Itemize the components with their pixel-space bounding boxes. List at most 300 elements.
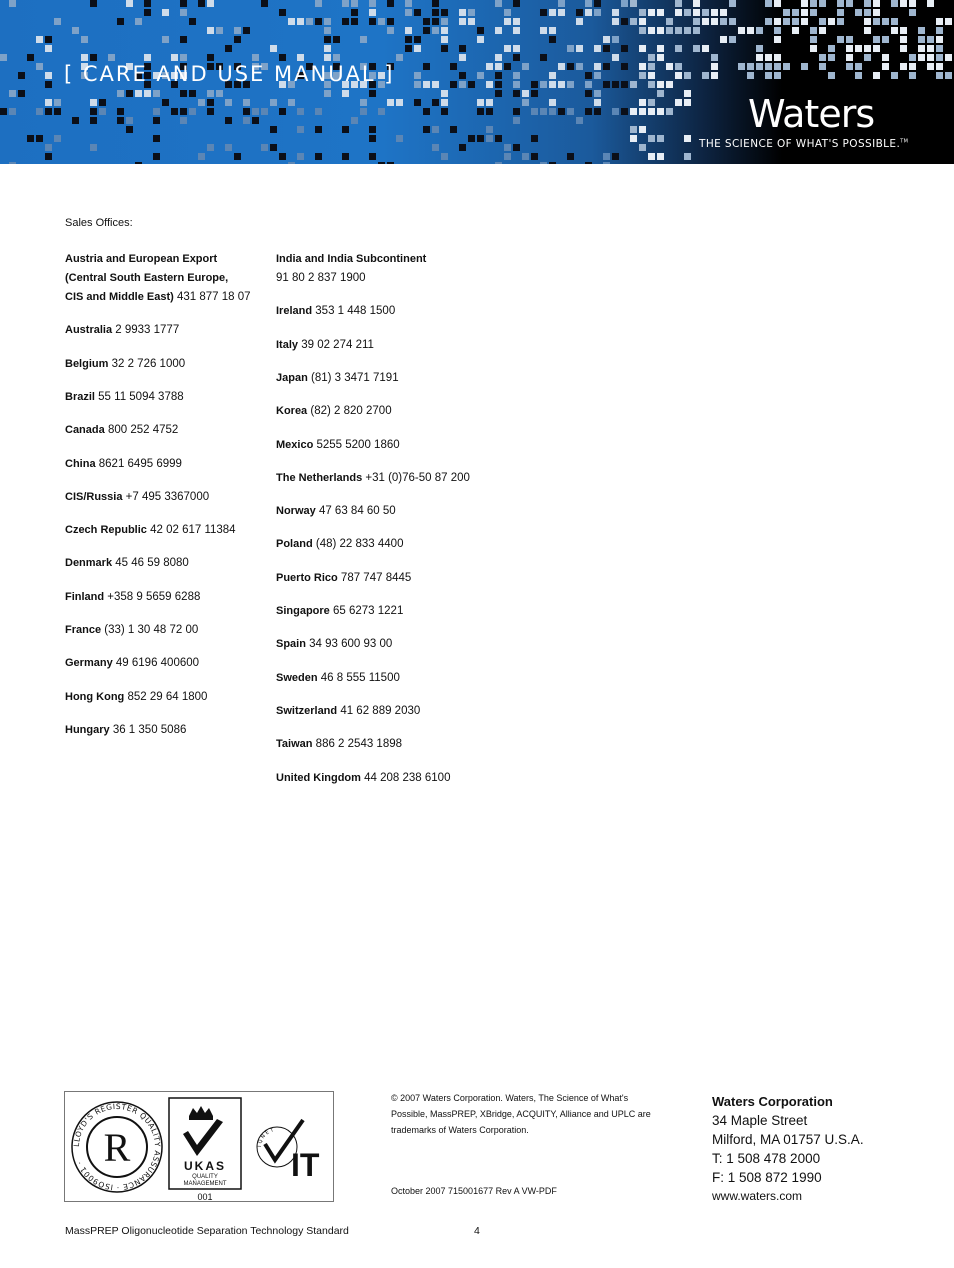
pixel-block <box>684 153 691 160</box>
pixel-block <box>594 72 601 79</box>
pixel-block <box>117 18 124 25</box>
sales-office-entry <box>276 569 411 588</box>
sales-office-entry <box>276 402 392 421</box>
pixel-block <box>207 0 214 7</box>
pixel-block <box>270 45 277 52</box>
pixel-block <box>207 108 214 115</box>
pixel-block <box>261 144 268 151</box>
pixel-block <box>414 45 421 52</box>
pixel-block <box>567 81 574 88</box>
svg-text:LLOYD'S REGISTER QUALITY ASSUR: LLOYD'S REGISTER QUALITY ASSURANCE · ISO9001 · <box>71 1101 163 1193</box>
office-phone: (82) 2 820 2700 <box>307 405 392 418</box>
pixel-block <box>387 162 394 164</box>
pixel-block <box>639 108 646 115</box>
pixel-block <box>441 45 448 52</box>
sales-office-entry <box>276 635 392 654</box>
pixel-block <box>927 54 934 61</box>
pixel-block <box>198 99 205 106</box>
pixel-block <box>540 108 547 115</box>
pixel-block <box>513 27 520 34</box>
pixel-block <box>72 117 79 124</box>
svg-text:R: R <box>103 1125 131 1170</box>
pixel-block <box>9 0 16 7</box>
pixel-block <box>657 45 664 52</box>
pixel-block <box>486 126 493 133</box>
pixel-block <box>585 162 592 164</box>
office-country: France <box>65 624 102 636</box>
pixel-block <box>801 0 808 7</box>
pixel-block <box>117 90 124 97</box>
pixel-block <box>342 153 349 160</box>
pixel-block <box>153 153 160 160</box>
sales-office-entry <box>276 250 426 269</box>
pixel-block <box>459 45 466 52</box>
ukas-quality-logo-icon <box>169 1098 241 1202</box>
pixel-block <box>765 63 772 70</box>
pixel-block <box>27 135 34 142</box>
office-phone: 45 46 59 8080 <box>112 557 189 570</box>
pixel-block <box>666 63 673 70</box>
pixel-block <box>945 54 952 61</box>
pixel-block <box>657 81 664 88</box>
pixel-block <box>567 108 574 115</box>
office-phone: 55 11 5094 3788 <box>94 390 184 403</box>
pixel-block <box>180 9 187 16</box>
pixel-block <box>189 90 196 97</box>
pixel-block <box>756 27 763 34</box>
office-phone: 2 9933 1777 <box>112 324 180 337</box>
pixel-block <box>36 108 43 115</box>
pixel-block <box>360 99 367 106</box>
pixel-block <box>639 72 646 79</box>
pixel-block <box>873 36 880 43</box>
svg-text:MANAGEMENT: MANAGEMENT <box>183 1181 227 1187</box>
pixel-block <box>405 9 412 16</box>
pixel-block <box>846 63 853 70</box>
office-phone: 34 93 600 93 00 <box>305 638 393 651</box>
pixel-block <box>774 27 781 34</box>
pixel-block <box>936 18 943 25</box>
pixel-block <box>801 9 808 16</box>
pixel-block <box>90 0 97 7</box>
pixel-block <box>765 72 772 79</box>
pixel-block <box>342 126 349 133</box>
pixel-block <box>36 36 43 43</box>
office-phone: (81) 3 3471 7191 <box>307 371 399 384</box>
pixel-block <box>774 72 781 79</box>
svg-text:001: 001 <box>197 1192 213 1202</box>
office-phone: 39 02 274 211 <box>298 338 374 351</box>
pixel-block <box>270 144 277 151</box>
pixel-block <box>657 153 664 160</box>
pixel-block <box>180 90 187 97</box>
pixel-block <box>630 126 637 133</box>
pixel-block <box>909 54 916 61</box>
pixel-block <box>585 108 592 115</box>
pixel-block <box>495 54 502 61</box>
pixel-block <box>765 18 772 25</box>
pixel-block <box>513 45 520 52</box>
pixel-block <box>180 54 187 61</box>
pixel-block <box>585 81 592 88</box>
office-country: Brazil <box>65 390 95 403</box>
sales-office-entry <box>65 355 185 374</box>
pixel-block <box>414 99 421 106</box>
sales-office-entry <box>65 455 182 474</box>
office-phone: 36 1 350 5086 <box>109 723 187 736</box>
pixel-block <box>522 63 529 70</box>
company-name: Waters Corporation <box>712 1094 833 1109</box>
corporate-address <box>712 1092 864 1206</box>
svg-text:UKAS: UKAS <box>183 1159 227 1173</box>
sales-office-entry <box>65 554 189 573</box>
pixel-block <box>45 81 52 88</box>
pixel-block <box>522 153 529 160</box>
pixel-block <box>558 63 565 70</box>
pixel-block <box>747 72 754 79</box>
pixel-block <box>684 135 691 142</box>
pixel-block <box>648 72 655 79</box>
pixel-block <box>378 18 385 25</box>
pixel-block <box>468 9 475 16</box>
pixel-block <box>396 54 403 61</box>
pixel-block <box>918 36 925 43</box>
pixel-block <box>549 81 556 88</box>
pixel-block <box>927 63 934 70</box>
pixel-block <box>72 27 79 34</box>
office-country: Japan <box>276 371 308 384</box>
pixel-block <box>225 45 232 52</box>
pixel-block <box>837 0 844 7</box>
street-address: 34 Maple Street <box>712 1113 808 1128</box>
pixel-block <box>540 54 547 61</box>
pixel-block <box>252 117 259 124</box>
office-country: Spain <box>276 638 306 651</box>
pixel-block <box>675 72 682 79</box>
pixel-block <box>351 9 358 16</box>
pixel-block <box>594 99 601 106</box>
sales-office-entry <box>65 269 228 288</box>
pixel-block <box>810 9 817 16</box>
pixel-block <box>477 99 484 106</box>
pixel-block <box>630 108 637 115</box>
pixel-block <box>576 18 583 25</box>
pixel-block <box>27 54 34 61</box>
pixel-block <box>504 63 511 70</box>
pixel-block <box>99 99 106 106</box>
pixel-block <box>396 99 403 106</box>
pixel-block <box>441 90 448 97</box>
pixel-block <box>441 99 448 106</box>
pixel-block <box>774 0 781 7</box>
pixel-block <box>432 144 439 151</box>
pixel-block <box>297 108 304 115</box>
pixel-block <box>558 108 565 115</box>
pixel-block <box>936 45 943 52</box>
pixel-block <box>414 36 421 43</box>
pixel-block <box>855 63 862 70</box>
pixel-block <box>567 45 574 52</box>
pixel-block <box>108 54 115 61</box>
pixel-block <box>666 18 673 25</box>
pixel-block <box>648 81 655 88</box>
pixel-block <box>423 27 430 34</box>
pixel-block <box>45 45 52 52</box>
sales-office-entry <box>65 521 236 540</box>
pixel-block <box>369 126 376 133</box>
pixel-block <box>189 18 196 25</box>
pixel-block <box>99 108 106 115</box>
sales-office-entry <box>276 436 400 455</box>
pixel-block <box>648 27 655 34</box>
office-phone: 91 80 2 837 1900 <box>276 272 366 284</box>
sales-office-entry <box>65 321 179 340</box>
pixel-block <box>900 63 907 70</box>
office-phone: +7 495 3367000 <box>122 490 210 503</box>
pixel-block <box>801 63 808 70</box>
sales-office-entry <box>276 502 396 521</box>
pixel-block <box>387 27 394 34</box>
pixel-block <box>639 9 646 16</box>
pixel-block <box>657 27 664 34</box>
pixel-block <box>756 63 763 70</box>
pixel-block <box>927 45 934 52</box>
pixel-block <box>414 9 421 16</box>
pixel-block <box>495 90 502 97</box>
pixel-block <box>864 45 871 52</box>
pixel-block <box>576 63 583 70</box>
pixel-block <box>225 99 232 106</box>
pixel-block <box>351 0 358 7</box>
pixel-block <box>684 9 691 16</box>
office-phone: +358 9 5659 6288 <box>104 590 201 603</box>
header-banner <box>0 0 954 164</box>
pixel-block <box>531 135 538 142</box>
pixel-block <box>945 72 952 79</box>
pixel-block <box>423 63 430 70</box>
pixel-block <box>90 99 97 106</box>
pixel-block <box>324 90 331 97</box>
pixel-block <box>252 108 259 115</box>
pixel-block <box>864 54 871 61</box>
pixel-block <box>270 126 277 133</box>
office-country: Singapore <box>276 605 330 617</box>
pixel-block <box>720 36 727 43</box>
pixel-block <box>783 18 790 25</box>
pixel-block <box>630 81 637 88</box>
pixel-block <box>675 63 682 70</box>
pixel-block <box>729 36 736 43</box>
pixel-block <box>819 18 826 25</box>
pixel-block <box>126 117 133 124</box>
sales-office-entry <box>276 769 450 788</box>
pixel-block <box>567 63 574 70</box>
pixel-block <box>387 99 394 106</box>
pixel-block <box>360 108 367 115</box>
pixel-block <box>594 108 601 115</box>
pixel-block <box>477 36 484 43</box>
office-phone: 32 2 726 1000 <box>108 357 186 370</box>
sales-office-entry <box>276 369 399 388</box>
pixel-block <box>162 36 169 43</box>
pixel-block <box>153 117 160 124</box>
office-country: India and India Subcontinent <box>276 253 427 265</box>
pixel-block <box>378 108 385 115</box>
waters-logo: Waters <box>748 92 875 136</box>
legal-line: Possible, MassPREP, XBridge, ACQUITY, Alliance and UPLC are <box>391 1109 651 1119</box>
pixel-block <box>315 108 322 115</box>
pixel-block <box>351 117 358 124</box>
pixel-block <box>207 27 214 34</box>
pixel-block <box>324 18 331 25</box>
pixel-block <box>549 162 556 164</box>
pixel-block <box>333 36 340 43</box>
pixel-block <box>423 81 430 88</box>
pixel-block <box>45 36 52 43</box>
pixel-block <box>405 36 412 43</box>
pixel-block <box>153 135 160 142</box>
pixel-block <box>144 54 151 61</box>
office-country: Hungary <box>65 723 110 736</box>
pixel-block <box>513 54 520 61</box>
pixel-block <box>513 18 520 25</box>
pixel-block <box>621 0 628 7</box>
pixel-block <box>54 18 61 25</box>
pixel-block <box>135 18 142 25</box>
pixel-block <box>162 99 169 106</box>
office-phone: 431 877 18 07 <box>173 291 251 303</box>
pixel-block <box>846 36 853 43</box>
pixel-block <box>513 117 520 124</box>
pixel-block <box>477 27 484 34</box>
pixel-block <box>513 144 520 151</box>
pixel-block <box>675 27 682 34</box>
pixel-block <box>315 0 322 7</box>
pixel-block <box>864 18 871 25</box>
tagline: THE SCIENCE OF WHAT'S POSSIBLE.™ <box>699 138 909 150</box>
pixel-block <box>900 36 907 43</box>
pixel-block <box>0 108 7 115</box>
pixel-block <box>873 0 880 7</box>
pixel-block <box>342 0 349 7</box>
pixel-block <box>459 54 466 61</box>
pixel-block <box>657 54 664 61</box>
sales-office-entry <box>65 288 251 307</box>
pixel-block <box>594 45 601 52</box>
pixel-block <box>864 9 871 16</box>
pixel-block <box>0 54 7 61</box>
pixel-block <box>369 153 376 160</box>
office-country: Poland <box>276 538 313 551</box>
pixel-block <box>828 54 835 61</box>
office-phone: 5255 5200 1860 <box>313 438 400 451</box>
pixel-block <box>630 0 637 7</box>
pixel-block <box>675 99 682 106</box>
sales-offices-heading: Sales Offices: <box>65 217 133 229</box>
pixel-block <box>144 9 151 16</box>
pixel-block <box>423 108 430 115</box>
pixel-block <box>864 27 871 34</box>
pixel-block <box>702 18 709 25</box>
sales-office-entry <box>65 721 186 740</box>
pixel-block <box>846 0 853 7</box>
pixel-block <box>639 144 646 151</box>
pixel-block <box>198 0 205 7</box>
pixel-block <box>45 153 52 160</box>
pixel-block <box>18 90 25 97</box>
pixel-block <box>207 99 214 106</box>
pixel-block <box>765 54 772 61</box>
pixel-block <box>279 54 286 61</box>
pixel-block <box>549 72 556 79</box>
pixel-block <box>90 108 97 115</box>
pixel-block <box>495 135 502 142</box>
sales-office-entry <box>276 602 403 621</box>
pixel-block <box>603 162 610 164</box>
pixel-block <box>657 90 664 97</box>
pixel-block <box>666 108 673 115</box>
pixel-block <box>639 18 646 25</box>
pixel-block <box>909 9 916 16</box>
pixel-block <box>648 54 655 61</box>
website-link[interactable]: www.waters.com <box>712 1189 803 1203</box>
pixel-block <box>729 0 736 7</box>
pixel-block <box>144 0 151 7</box>
pixel-block <box>18 72 25 79</box>
pixel-block <box>666 81 673 88</box>
pixel-block <box>837 18 844 25</box>
pixel-block <box>936 63 943 70</box>
pixel-block <box>234 153 241 160</box>
pixel-block <box>243 99 250 106</box>
pixel-block <box>567 153 574 160</box>
pixel-block <box>531 90 538 97</box>
office-phone: 49 6196 400600 <box>112 657 200 670</box>
sales-office-entry <box>276 735 402 754</box>
pixel-block <box>441 153 448 160</box>
pixel-block <box>585 9 592 16</box>
pixel-block <box>450 63 457 70</box>
pixel-block <box>477 108 484 115</box>
pixel-block <box>270 99 277 106</box>
page-number: 4 <box>474 1225 480 1237</box>
pixel-block <box>594 0 601 7</box>
footer-document-title: MassPREP Oligonucleotide Separation Technology Standard <box>65 1225 349 1237</box>
pixel-block <box>477 72 484 79</box>
office-country: Korea <box>276 405 308 418</box>
sales-office-entry <box>65 588 200 607</box>
pixel-block <box>558 0 565 7</box>
pixel-block <box>792 27 799 34</box>
legal-line: © 2007 Waters Corporation. Waters, The Science of What's <box>391 1093 629 1103</box>
pixel-block <box>720 18 727 25</box>
office-phone: (48) 22 833 4400 <box>312 538 404 551</box>
pixel-block <box>504 153 511 160</box>
pixel-block <box>450 81 457 88</box>
pixel-block <box>540 162 547 164</box>
sales-office-entry <box>276 702 420 721</box>
pixel-block <box>117 117 124 124</box>
office-phone: 42 02 617 11384 <box>146 524 236 537</box>
pixel-block <box>117 108 124 115</box>
pixel-block <box>504 9 511 16</box>
pixel-block <box>648 135 655 142</box>
pixel-block <box>441 9 448 16</box>
office-country: Switzerland <box>276 704 338 717</box>
pixel-block <box>441 27 448 34</box>
pixel-block <box>477 135 484 142</box>
pixel-block <box>243 27 250 34</box>
